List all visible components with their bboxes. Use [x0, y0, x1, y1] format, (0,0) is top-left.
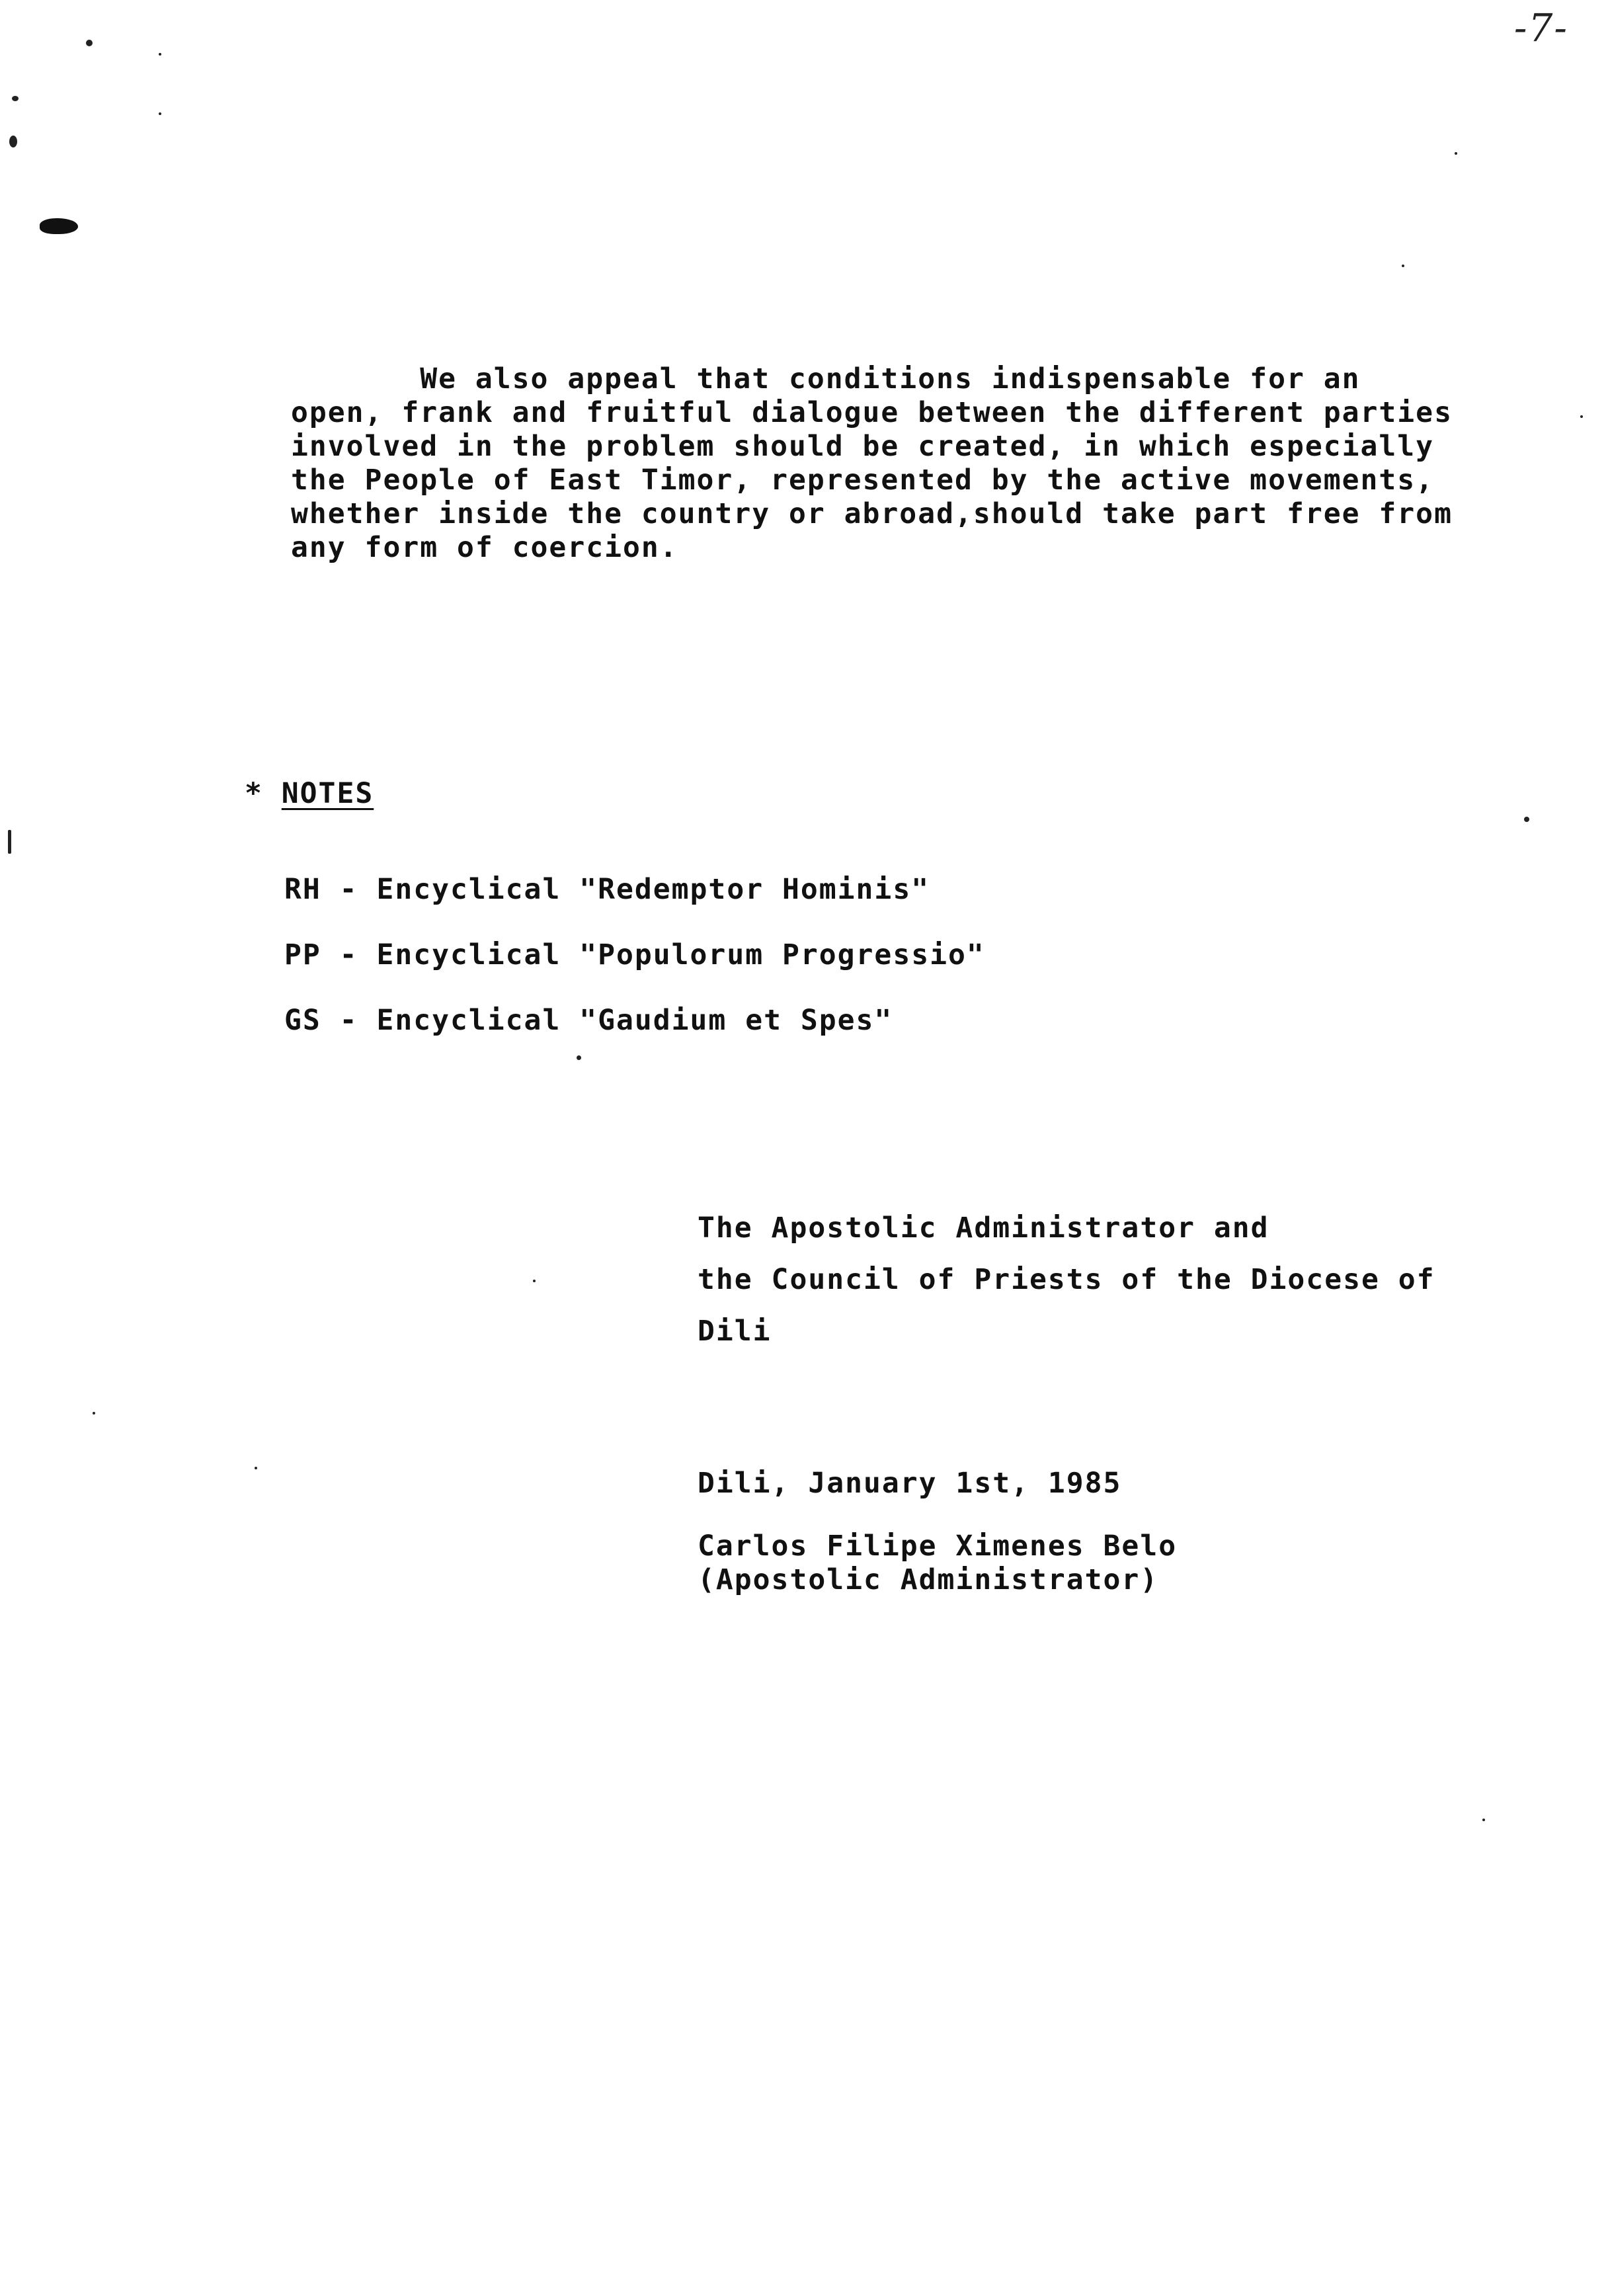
ink-blot: [40, 218, 78, 234]
scan-speck: [93, 1412, 95, 1414]
note-abbr: GS: [284, 1004, 321, 1037]
appeal-line: open, frank and fruitful dialogue between the different parties: [291, 396, 1453, 429]
scan-speck: [159, 53, 161, 56]
appeal-line: We also appeal that conditions indispensable for an: [291, 362, 1361, 395]
notes-title: NOTES: [281, 777, 374, 810]
scan-speck: [12, 96, 19, 101]
note-abbr: RH: [284, 873, 321, 906]
scan-speck: [1482, 1819, 1485, 1821]
appeal-line: any form of coercion.: [291, 531, 678, 564]
signature-block: [698, 1202, 1435, 1357]
appeal-line: the People of East Timor, represented by the active movements,: [291, 464, 1435, 497]
appeal-paragraph: [291, 362, 1547, 565]
scan-speck: [1455, 152, 1457, 155]
note-item: [284, 1004, 985, 1038]
note-text: - Encyclical "Gaudium et Spes": [339, 1004, 893, 1037]
note-item: [284, 873, 985, 907]
scan-speck: [1580, 415, 1583, 418]
note-text: - Encyclical "Redemptor Hominis": [339, 873, 930, 906]
signatory-name: Carlos Filipe Ximenes Belo: [698, 1530, 1178, 1563]
signature-line: The Apostolic Administrator and: [698, 1211, 1269, 1245]
notes-marker: *: [245, 777, 263, 810]
note-item: [284, 938, 985, 972]
scan-speck: [86, 40, 93, 46]
scan-speck: [1402, 265, 1404, 267]
scan-speck: [1524, 817, 1529, 822]
signatory-title: (Apostolic Administrator): [698, 1563, 1159, 1596]
notes-list: [284, 873, 985, 1069]
scan-speck: [8, 830, 11, 854]
note-text: - Encyclical "Populorum Progressio": [339, 938, 985, 971]
page-number: -7-: [1513, 5, 1568, 50]
appeal-line: involved in the problem should be created, in which especially: [291, 430, 1435, 463]
signature-line: Dili: [698, 1315, 772, 1348]
signature-line: the Council of Priests of the Diocese of: [698, 1263, 1435, 1296]
notes-heading: [245, 777, 374, 811]
document-date: Dili, January 1st, 1985: [698, 1467, 1122, 1500]
scan-speck: [9, 136, 17, 147]
note-abbr: PP: [284, 938, 321, 971]
appeal-line: whether inside the country or abroad,should take part free from: [291, 497, 1453, 530]
scan-speck: [533, 1280, 536, 1282]
scan-speck: [159, 112, 161, 115]
date-block: [698, 1467, 1177, 1597]
scan-speck: [255, 1467, 257, 1469]
